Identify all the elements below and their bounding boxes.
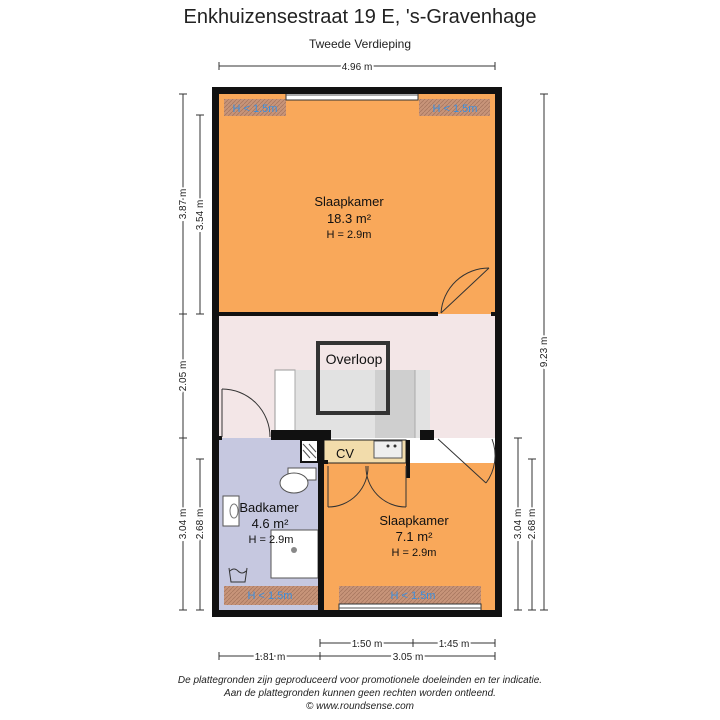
slaapkamer-2-area: 7.1 m²	[395, 529, 433, 544]
dim-right-lower-inner: 2.68 m	[527, 508, 538, 540]
disclaimer	[0, 674, 720, 713]
badkamer-height: H = 2.9m	[248, 534, 294, 546]
dim-bottom-left: 1.81 m	[254, 652, 286, 663]
plan-title: Enkhuizensestraat 19 E, 's-Gravenhage	[183, 6, 537, 28]
dim-left-upper-outer: 3.87 m	[178, 188, 189, 220]
stairwell	[275, 370, 430, 438]
badkamer-area: 4.6 m²	[251, 516, 289, 531]
slaapkamer-2-height: H = 2.9m	[391, 547, 437, 559]
low-height-label: H < 1.5m	[232, 103, 278, 115]
disclaimer-line: Aan de plattegronden kunnen geen rechten worden ontleend.	[224, 688, 496, 699]
dim-left-upper-inner: 3.54 m	[195, 199, 206, 231]
dim-left-lower-inner: 2.68 m	[195, 508, 206, 540]
dim-bottom-right: 3.05 m	[392, 652, 424, 663]
copyright-line: © www.roundsense.com	[306, 701, 414, 712]
dim-right-lower-outer: 3.04 m	[513, 508, 524, 540]
slaapkamer-1-area: 18.3 m²	[326, 211, 372, 226]
slaapkamer-1-name: Slaapkamer	[314, 194, 384, 209]
sink-icon	[223, 496, 239, 526]
slaapkamer-2-name: Slaapkamer	[379, 513, 449, 528]
shaft	[301, 440, 318, 462]
boiler-icon	[374, 441, 402, 458]
slaapkamer-1-height: H = 2.9m	[326, 229, 372, 241]
dim-right-total: 9.23 m	[539, 336, 550, 368]
dim-bottom-b: 1.45 m	[438, 639, 470, 650]
dim-left-lower-outer: 3.04 m	[178, 508, 189, 540]
dim-bottom-a: 1.50 m	[351, 639, 383, 650]
dim-top-width: 4.96 m	[341, 62, 373, 73]
overloop-name: Overloop	[325, 351, 383, 367]
dim-left-middle: 2.05 m	[178, 360, 189, 392]
low-height-label: H < 1.5m	[247, 590, 293, 602]
badkamer-name: Badkamer	[239, 500, 299, 515]
low-height-label: H < 1.5m	[390, 590, 436, 602]
disclaimer-line: De plattegronden zijn geproduceerd voor promotionele doeleinden en ter indicatie.	[177, 675, 543, 686]
floor-label: Tweede Verdieping	[308, 37, 412, 51]
low-height-label: H < 1.5m	[432, 103, 478, 115]
cv-name: CV	[336, 446, 355, 461]
